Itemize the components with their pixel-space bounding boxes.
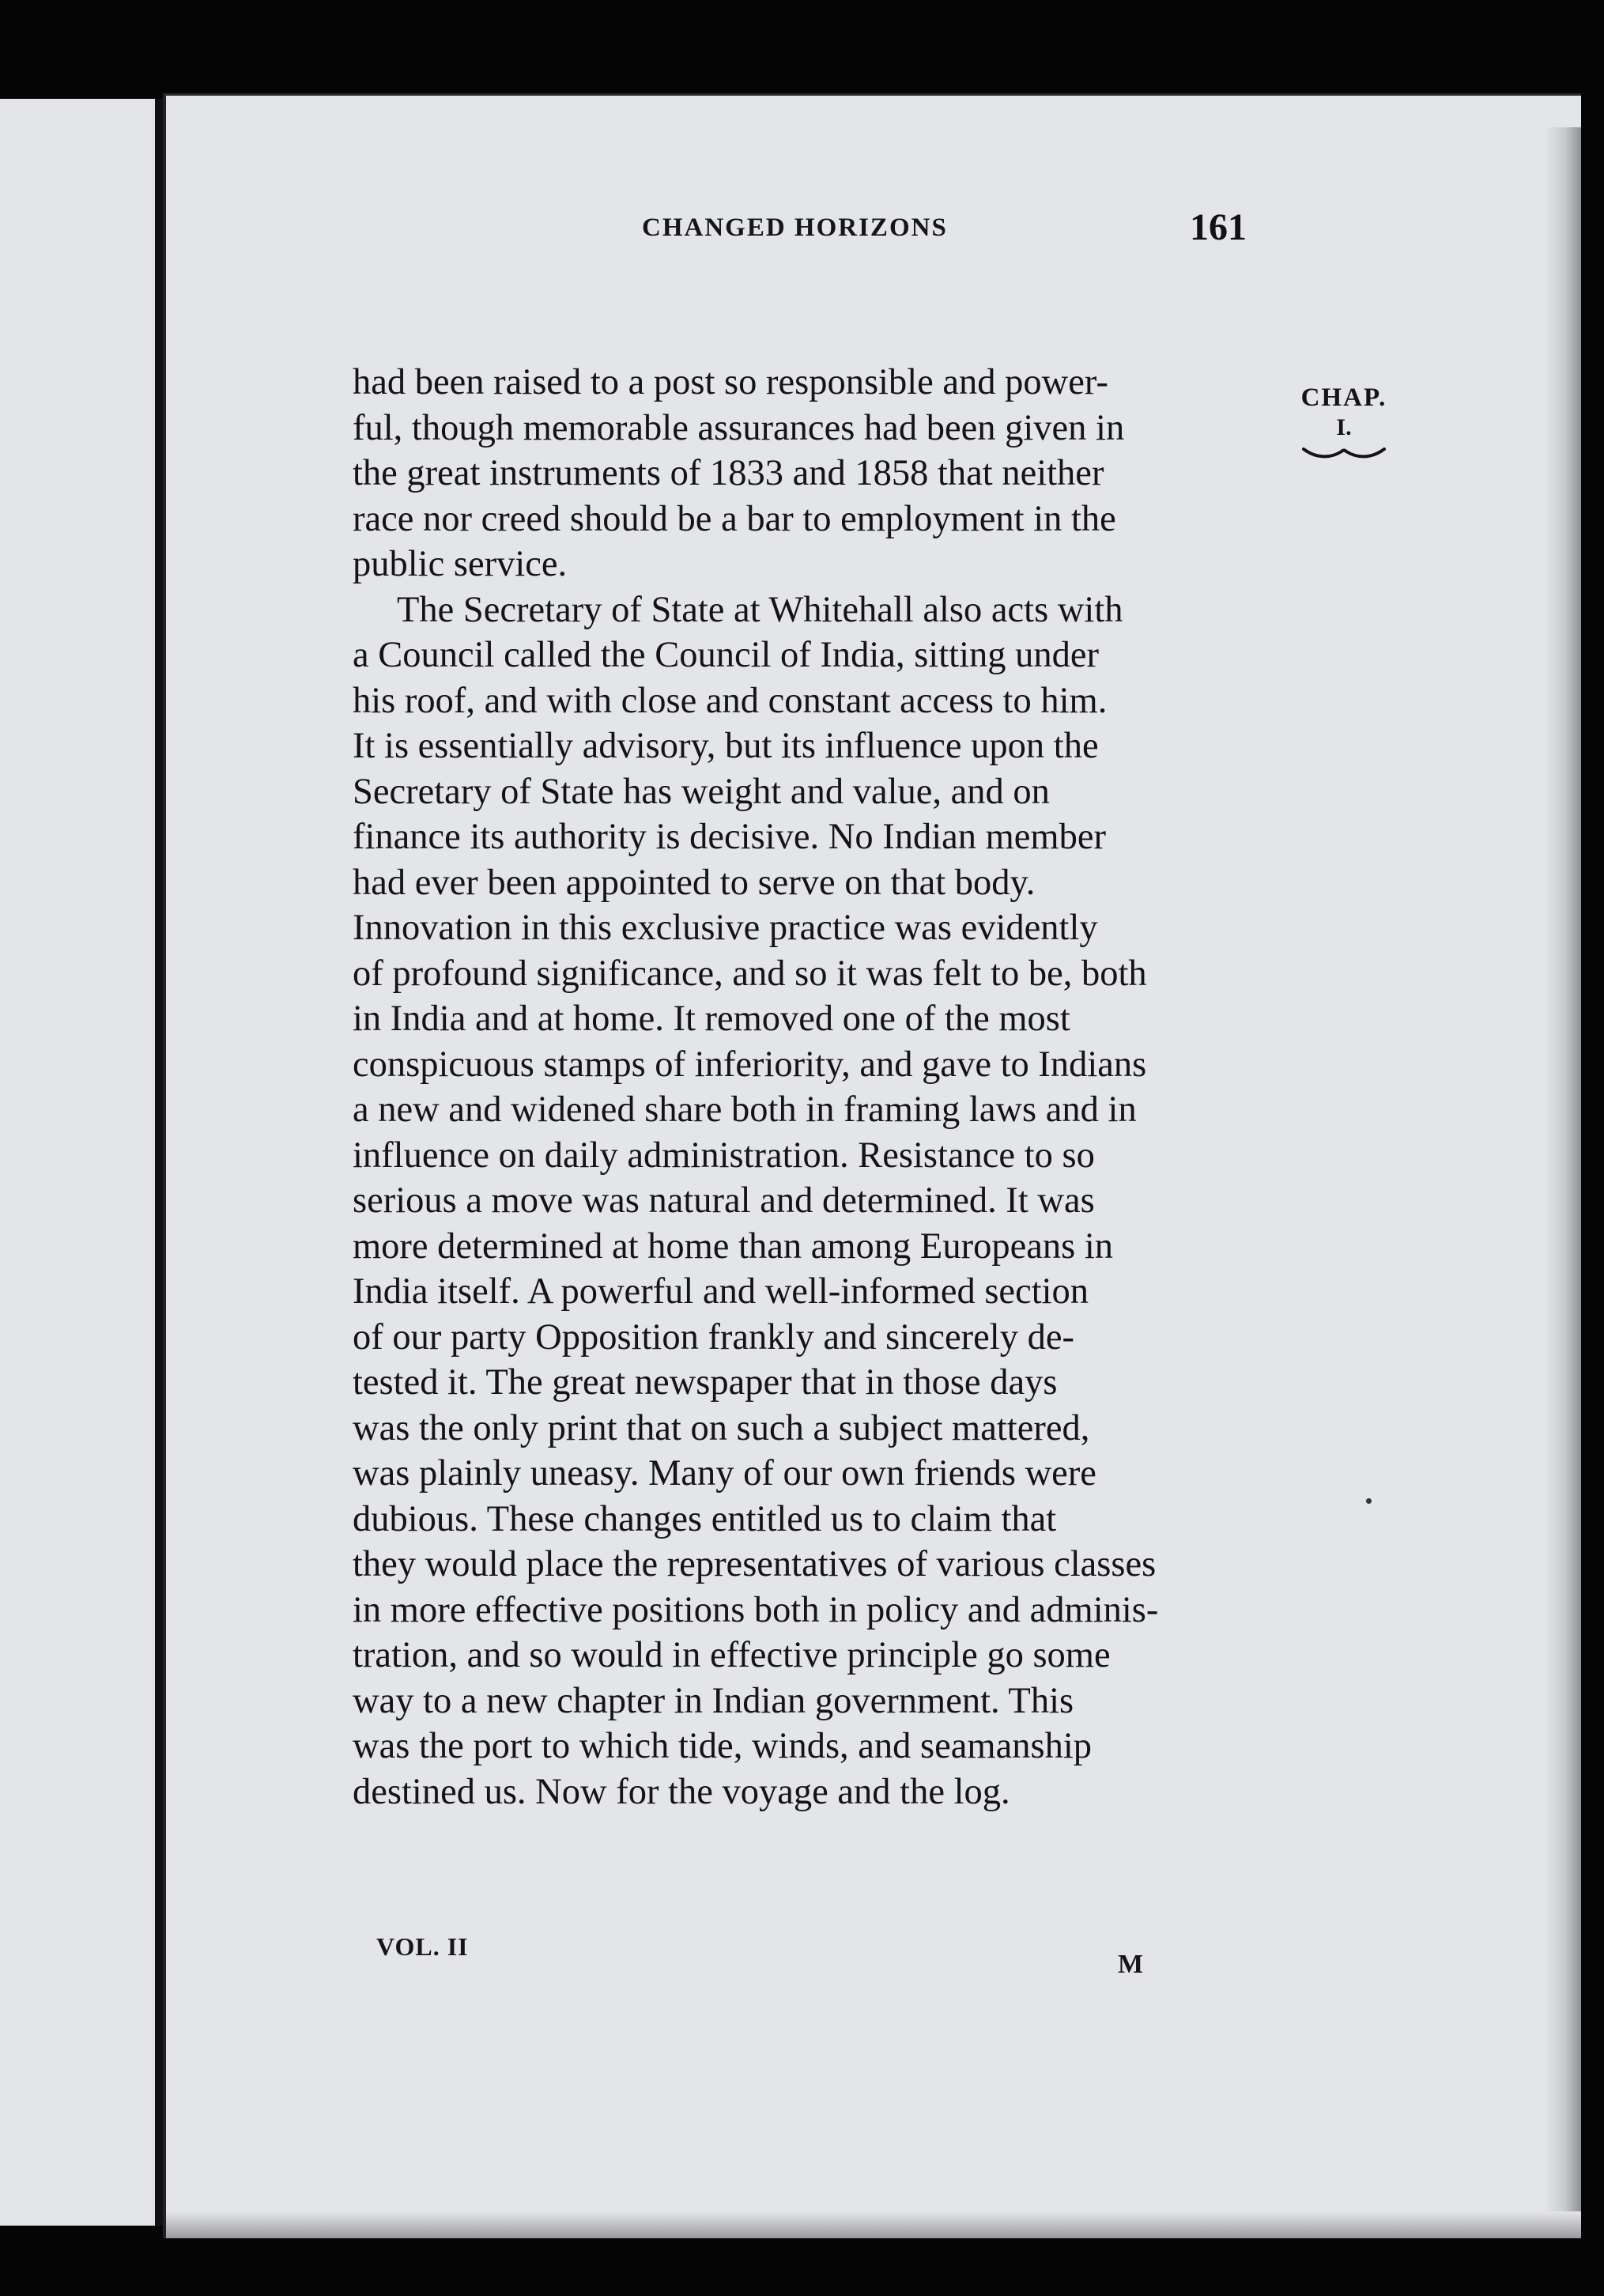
facing-page-edge — [0, 99, 163, 2226]
running-head — [474, 204, 1265, 275]
page-number: 161 — [1190, 206, 1247, 248]
signature-mark: M — [1118, 1950, 1144, 1979]
page-edge-shadow — [1545, 127, 1581, 2215]
body-text — [353, 360, 1259, 1815]
page-bottom-shadow — [166, 2211, 1581, 2238]
paragraph-council-of-india: The Secretary of State at Whitehall also acts with a Council called the Council of India, sitting under his roof, and with close and constant access to him. It is essentially advisory, but its influence upon the Secretary of State has weight and value, and on finance its authority is decisive. No Indian member had ever been appointed to serve on that body. Innovation in this exclusive practice was evidently of profound significance, and so it was felt to be, both in India and at home. It removed one of the most conspicuous stamps of inferiority, and gave to Indians a new and widened share both in framing laws and in influence on daily administration. Resistance to so serious a move was natural and determined. It was more determined at home than among Europeans in India itself. A powerful and well-informed section of our party Opposition frankly and sincerely de- tested it. The great newspaper that in those days was the only print that on such a subject mattered, was plainly uneasy. Many of our own friends were dubious. These changes entitled us to claim that they would place the representatives of various classes in more effective positions both in policy and adminis- tration, and so would in effective principle go some way to a new chapter in Indian government. This was the port to which tide, winds, and seamanship destined us. Now for the voyage and the log. — [353, 589, 1159, 1812]
chapter-margin-note — [1289, 383, 1399, 462]
volume-label: VOL. II — [376, 1932, 469, 1961]
chapter-label: CHAP. — [1300, 383, 1387, 412]
chapter-number: I. — [1336, 414, 1352, 440]
scan-speck — [1366, 1498, 1372, 1504]
paragraph-continued: had been raised to a post so responsible and power- ful, though memorable assurances had been given in the great instruments of 1833 and 1858 that neither race nor creed should be a bar to employment in the public service. — [353, 362, 1125, 584]
flourish-ornament-icon — [1300, 444, 1387, 462]
running-title: CHANGED HORIZONS — [642, 213, 948, 242]
